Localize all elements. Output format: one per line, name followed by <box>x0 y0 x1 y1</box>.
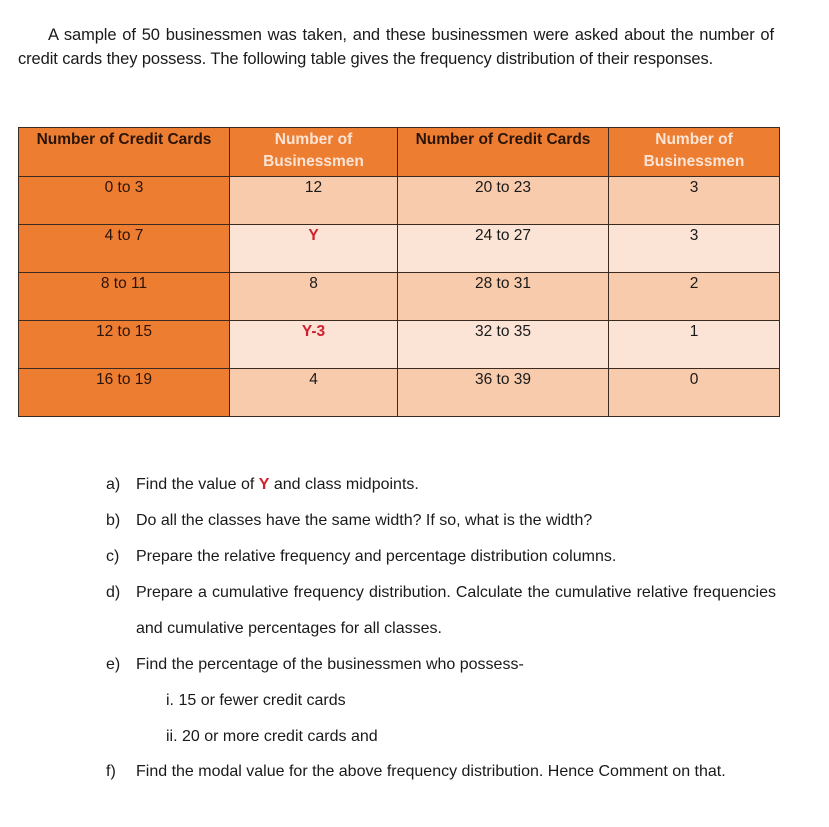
class-cell: 20 to 23 <box>398 177 609 225</box>
frequency-cell: 2 <box>609 273 780 321</box>
question-marker: a) <box>106 476 121 493</box>
frequency-cell: 12 <box>230 177 398 225</box>
frequency-cell: 4 <box>230 369 398 417</box>
question-c <box>106 539 776 575</box>
question-text: Do all the classes have the same width? If so, what is the width? <box>136 512 593 529</box>
question-a <box>106 467 776 503</box>
question-marker: e) <box>106 656 121 673</box>
header-credit-cards-2: Number of Credit Cards <box>398 128 609 177</box>
question-text: Prepare the relative frequency and percentage distribution columns. <box>136 548 617 565</box>
question-d <box>106 575 776 647</box>
question-text: Find the value of <box>136 476 259 493</box>
class-cell: 4 to 7 <box>19 225 230 273</box>
frequency-cell-y: Y <box>230 225 398 273</box>
table-row <box>19 225 780 273</box>
class-cell: 0 to 3 <box>19 177 230 225</box>
header-credit-cards-1: Number of Credit Cards <box>19 128 230 177</box>
frequency-cell: 8 <box>230 273 398 321</box>
class-cell: 12 to 15 <box>19 321 230 369</box>
question-text: Prepare a cumulative frequency distribution. Calculate the cumulative relative frequencies and cumulative percentages for all classes. <box>136 584 776 637</box>
variable-y-highlight: Y <box>258 476 270 493</box>
class-cell: 24 to 27 <box>398 225 609 273</box>
class-cell: 16 to 19 <box>19 369 230 417</box>
frequency-table <box>18 127 780 417</box>
frequency-cell: 3 <box>609 225 780 273</box>
question-list <box>106 467 776 790</box>
question-marker: c) <box>106 548 120 565</box>
frequency-cell-y-minus-3: Y-3 <box>230 321 398 369</box>
class-cell: 28 to 31 <box>398 273 609 321</box>
table-row <box>19 321 780 369</box>
table-row <box>19 369 780 417</box>
sub-question-i: i. 15 or fewer credit cards <box>166 692 346 709</box>
frequency-cell: 3 <box>609 177 780 225</box>
question-marker: f) <box>106 763 116 780</box>
table-header-row <box>19 128 780 177</box>
class-cell: 36 to 39 <box>398 369 609 417</box>
header-businessmen-1: Number of Businessmen <box>230 128 398 177</box>
question-f <box>106 754 776 790</box>
question-text: and class midpoints. <box>269 476 419 493</box>
sub-question-ii: ii. 20 or more credit cards and <box>166 727 378 745</box>
class-cell: 32 to 35 <box>398 321 609 369</box>
table-row <box>19 273 780 321</box>
frequency-cell: 0 <box>609 369 780 417</box>
class-cell: 8 to 11 <box>19 273 230 321</box>
frequency-cell: 1 <box>609 321 780 369</box>
question-b <box>106 503 776 539</box>
header-businessmen-2: Number of Businessmen <box>609 128 780 177</box>
question-e <box>106 647 776 754</box>
question-marker: b) <box>106 512 121 529</box>
intro-paragraph: A sample of 50 businessmen was taken, and these businessmen were asked about the number of credit cards they possess. The following table gives the frequency distribution of their responses. <box>18 25 774 68</box>
table-row <box>19 177 780 225</box>
question-text: Find the modal value for the above frequency distribution. Hence Comment on that. <box>136 763 726 780</box>
question-marker: d) <box>106 584 121 601</box>
question-text: Find the percentage of the businessmen who possess- <box>136 656 524 673</box>
